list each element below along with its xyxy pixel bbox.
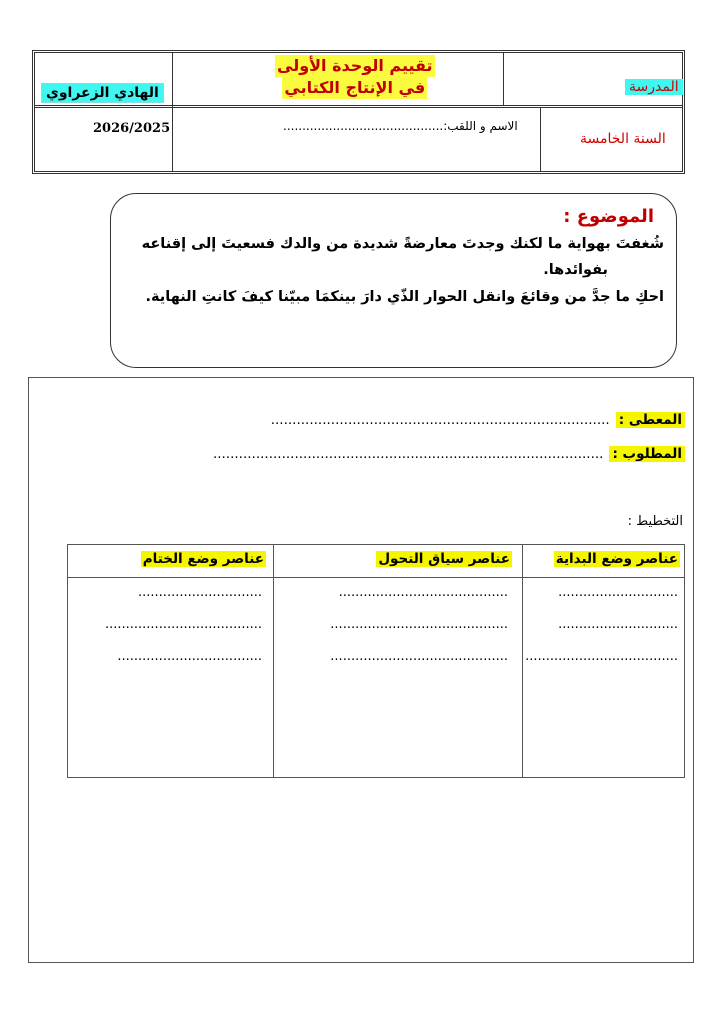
grade-level: السنة الخامسة: [580, 131, 666, 147]
answer-line[interactable]: .....................................: [525, 649, 678, 664]
school-year: 2026/2025: [93, 121, 171, 136]
school-label: المدرسة: [625, 79, 683, 95]
planning-column-divider: [522, 545, 523, 777]
given-label: المعطى :: [616, 412, 685, 428]
answer-line[interactable]: ......................................: [104, 617, 262, 632]
teacher-name: الهادي الزعراوي: [41, 83, 164, 103]
required-label: المطلوب :: [609, 446, 685, 462]
planning-header-divider: [68, 577, 684, 578]
topic-line: بفوائدها.: [543, 262, 608, 278]
column-header-ending: عناصر وضع الختام: [142, 551, 264, 567]
answer-line[interactable]: .............................: [558, 585, 678, 600]
planning-table: [67, 544, 685, 778]
column-header-beginning: عناصر وضع البداية: [555, 551, 678, 567]
answer-line[interactable]: .............................: [558, 617, 678, 632]
planning-label: التخطيط :: [627, 514, 683, 529]
given-dots[interactable]: ...............................................................................: [270, 412, 610, 428]
header-column-divider: [540, 108, 541, 171]
name-field[interactable]: الاسم و اللقب:..........................................: [283, 119, 518, 133]
header-table: [32, 50, 685, 174]
answer-line[interactable]: ...........................................: [330, 649, 508, 664]
required-dots[interactable]: ...........................................................................................: [212, 446, 604, 462]
title-line-2: في الإنتاج الكتابي: [284, 78, 426, 97]
document-title: [275, 55, 435, 99]
header-divider: [35, 105, 682, 108]
header-column-divider: [172, 53, 173, 171]
header-column-divider: [503, 53, 504, 105]
answer-line[interactable]: .........................................: [338, 585, 508, 600]
title-line-1: تقييم الوحدة الأولى: [277, 56, 433, 75]
answer-line[interactable]: ..............................: [138, 585, 262, 600]
column-header-transition: عناصر سياق التحول: [378, 551, 510, 567]
answer-line[interactable]: ...................................: [117, 649, 262, 664]
topic-title: الموضوع :: [563, 206, 654, 227]
given-field: [271, 412, 685, 428]
topic-box: [110, 193, 677, 368]
planning-column-divider: [273, 545, 274, 777]
topic-line: شُغفتَ بهواية ما لكنك وجدتَ معارضةً شديدة من والدك فسعيتَ إلى إقناعه: [141, 236, 664, 252]
required-field: [213, 446, 685, 462]
answer-area: [28, 377, 694, 963]
topic-line: احكِ ما جدَّ من وقائعَ وانقل الحوار الذّي دارَ بينكمَا مبيّنا كيفَ كانتِ النهاية.: [145, 289, 664, 305]
answer-line[interactable]: ...........................................: [330, 617, 508, 632]
